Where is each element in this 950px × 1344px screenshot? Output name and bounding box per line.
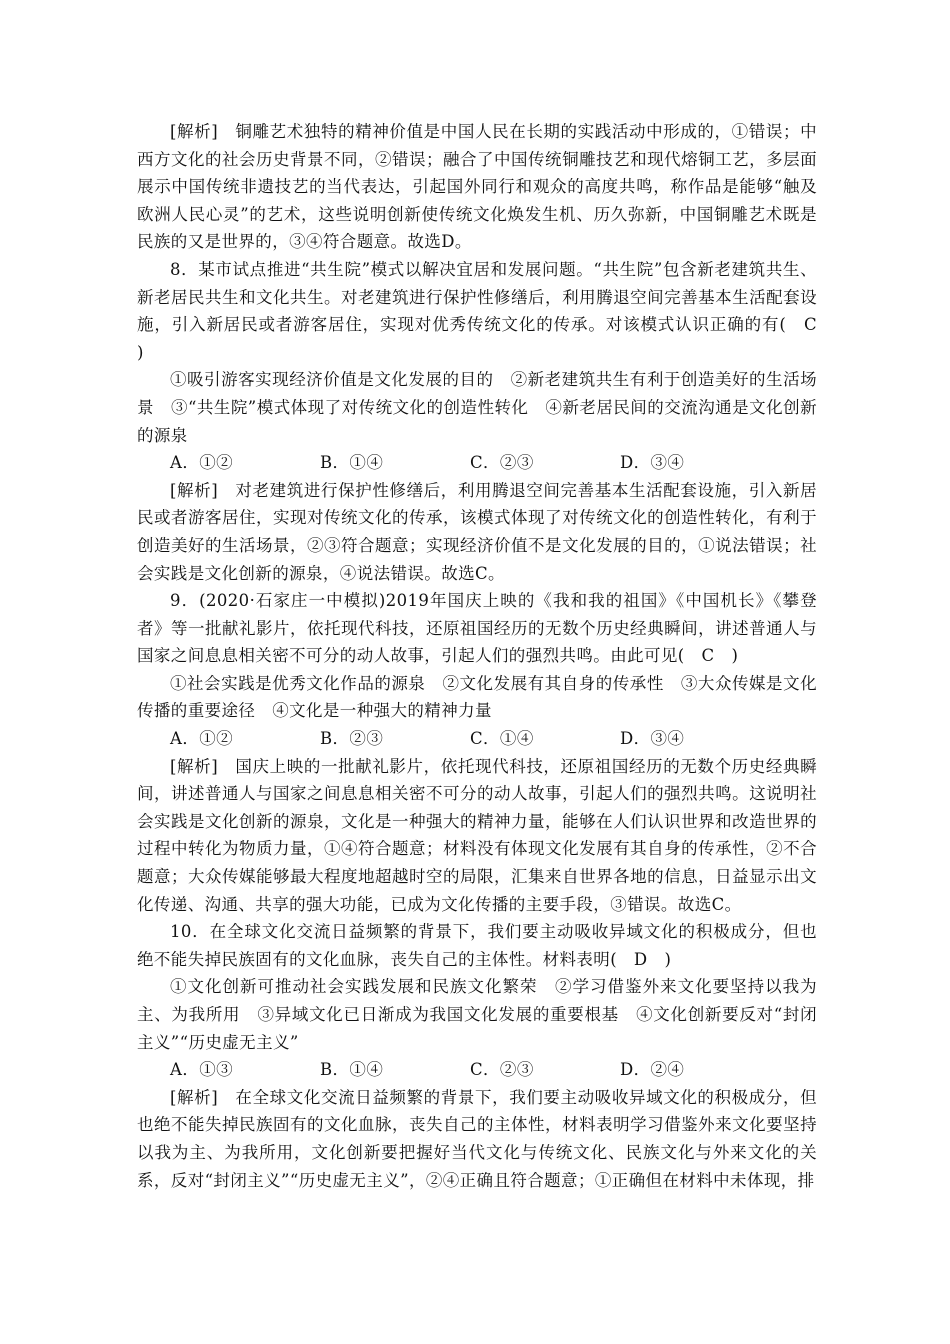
option-d: D．③④	[620, 729, 685, 749]
option-c: C．②③	[470, 453, 534, 473]
question-9-statements: ①社会实践是优秀文化作品的源泉 ②文化发展有其自身的传承性 ③大众传媒是文化传播的重要途径 ④文化是一种强大的精神力量	[137, 673, 817, 721]
option-a: A．①②	[170, 453, 234, 473]
analysis-paragraph: [解析] 国庆上映的一批献礼影片，依托现代科技，还原祖国经历的无数个历史经典瞬间，讲述普通人与国家之间息息相关密不可分的动人故事，引起人们的强烈共鸣。这说明社会实践是文化创新的源泉，文化是一种强大的精神力量，能够在人们认识世界和改造世界的过程中转化为物质力量，①④符合题意；材料没有体现文化发展有其自身的传承性，②不合题意；大众传媒能够最大程度地超越时空的局限，汇集来自世界各地的信息，日益显示出文化传递、沟通、共享的强大功能，已成为文化传播的主要手段，③错误。故选C。	[137, 756, 817, 914]
question-10-stem: 10．在全球文化交流日益频繁的背景下，我们要主动吸收异域文化的积极成分，但也绝不能失掉民族固有的文化血脉，丧失自己的主体性。材料表明( D )	[137, 922, 817, 969]
option-d: D．③④	[620, 453, 685, 473]
analysis-paragraph: [解析] 在全球文化交流日益频繁的背景下，我们要主动吸收异域文化的积极成分，但也绝不能失掉民族固有的文化血脉，丧失自己的主体性，材料表明学习借鉴外来文化要坚持以我为主、为我所用，文化创新要把握好当代文化与传统文化、民族文化与外来文化的关系，反对“封闭主义”“历史虚无主义”，②④正确且符合题意；①正确但在材料中未体现，排	[137, 1087, 817, 1190]
question-8-options	[137, 449, 817, 477]
option-b: B．①④	[320, 1060, 384, 1080]
option-d: D．②④	[620, 1060, 685, 1080]
analysis-paragraph: [解析] 对老建筑进行保护性修缮后，利用腾退空间完善基本生活配套设施，引入新居民或者游客居住，实现对传统文化的传承，该模式体现了对传统文化的创造性转化，有利于创造美好的生活场景，②③符合题意；实现经济价值不是文化发展的目的，①说法错误；社会实践是文化创新的源泉，④说法错误。故选C。	[137, 480, 817, 583]
question-9-stem: 9．(2020·石家庄一中模拟)2019年国庆上映的《我和我的祖国》《中国机长》《攀登者》等一批献礼影片，依托现代科技，还原祖国经历的无数个历史经典瞬间，讲述普通人与国家之间息息相关密不可分的动人故事，引起人们的强烈共鸣。由此可见( C )	[137, 591, 817, 666]
question-8-statements: ①吸引游客实现经济价值是文化发展的目的 ②新老建筑共生有利于创造美好的生活场景 ③“共生院”模式体现了对传统文化的创造性转化 ④新老居民间的交流沟通是文化创新的源泉	[137, 370, 817, 445]
option-c: C．①④	[470, 729, 534, 749]
option-c: C．②③	[470, 1060, 534, 1080]
question-10-options	[137, 1056, 817, 1084]
document-body	[137, 118, 834, 1194]
question-8-stem: 8．某市试点推进“共生院”模式以解决宜居和发展问题。“共生院”包含新老建筑共生、新老居民共生和文化共生。对老建筑进行保护性修缮后，利用腾退空间完善基本生活配套设施，引入新居民或者游客居住，实现对优秀传统文化的传承。对该模式认识正确的有( C )	[137, 259, 834, 362]
option-b: B．①④	[320, 453, 384, 473]
option-a: A．①②	[170, 729, 234, 749]
analysis-paragraph: [解析] 铜雕艺术独特的精神价值是中国人民在长期的实践活动中形成的，①错误；中西方文化的社会历史背景不同，②错误；融合了中国传统铜雕技艺和现代熔铜工艺，多层面展示中国传统非遗技艺的当代表达，引起国外同行和观众的高度共鸣，称作品是能够“触及欧洲人民心灵”的艺术，这些说明创新使传统文化焕发生机、历久弥新，中国铜雕艺术既是民族的又是世界的，③④符合题意。故选D。	[137, 122, 817, 252]
option-a: A．①③	[170, 1060, 234, 1080]
question-10-statements: ①文化创新可推动社会实践发展和民族文化繁荣 ②学习借鉴外来文化要坚持以我为主、为我所用 ③异域文化已日渐成为我国文化发展的重要根基 ④文化创新要反对“封闭主义”“历史虚无主义”	[137, 977, 817, 1052]
question-9-options	[137, 725, 817, 753]
option-b: B．②③	[320, 729, 384, 749]
